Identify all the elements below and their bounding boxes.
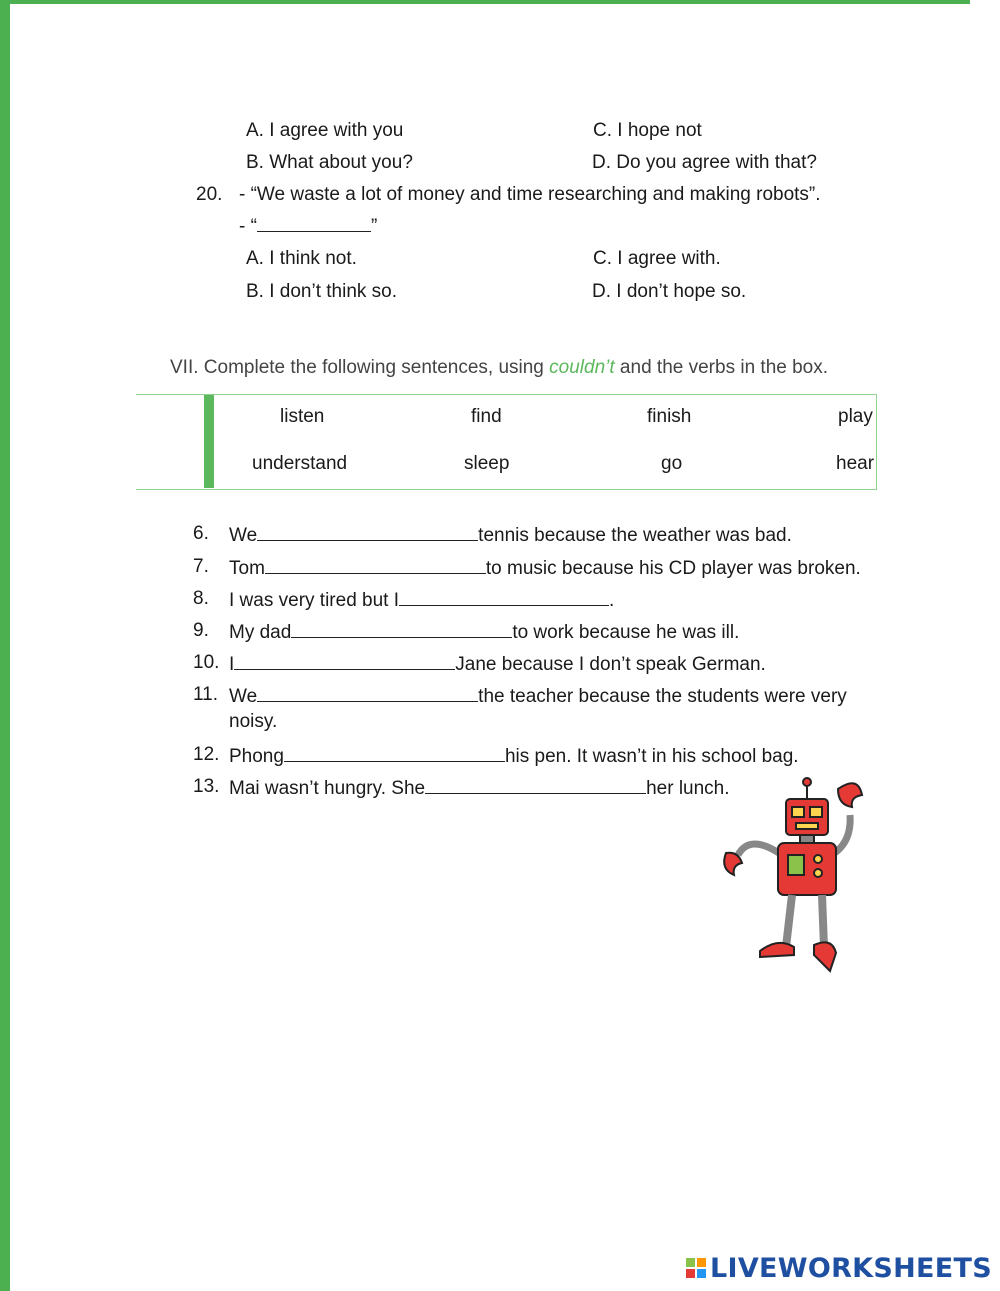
word-go: go <box>661 453 683 474</box>
sentence-text: We <box>229 525 258 546</box>
word-hear: hear <box>836 453 875 474</box>
sentence-text: to music because his CD player was broken. <box>485 558 861 579</box>
q20-option-d: D. I don’t hope so. <box>592 281 747 302</box>
logo-tiles-icon <box>686 1258 706 1278</box>
sentence-text: . <box>609 590 615 611</box>
q19-option-c: C. I hope not <box>593 120 702 141</box>
q19-option-a: A. I agree with you <box>246 120 404 141</box>
q20-prompt: - “We waste a lot of money and time researching and making robots”. <box>239 184 821 205</box>
word-understand: understand <box>252 453 348 474</box>
word-sleep: sleep <box>464 453 510 474</box>
sentence-10 <box>229 651 766 677</box>
q20-option-a: A. I think not. <box>246 248 357 269</box>
sentence-number: 10. <box>193 652 220 673</box>
sentence-number: 13. <box>193 776 220 797</box>
word-box <box>136 394 877 490</box>
sentence-number: 6. <box>193 523 209 544</box>
sentence-text: My dad <box>229 622 292 643</box>
section-heading <box>170 356 828 380</box>
q20-option-b: B. I don’t think so. <box>246 281 398 302</box>
sentence-text: I was very tired but I <box>229 590 400 611</box>
answer-blank-10[interactable] <box>234 651 455 670</box>
q20-reply-close: ” <box>370 216 378 237</box>
q20-reply-open: - “ <box>239 216 257 237</box>
answer-blank-7[interactable] <box>265 555 486 574</box>
q19-option-d: D. Do you agree with that? <box>592 152 817 173</box>
sentence-text: Tom <box>229 558 265 579</box>
answer-blank-12[interactable] <box>284 743 505 762</box>
q20-reply <box>239 213 377 239</box>
answer-blank-11[interactable] <box>257 683 478 702</box>
word-play: play <box>838 406 873 427</box>
robot-illustration <box>720 775 880 980</box>
liveworksheets-logo[interactable] <box>686 1253 992 1283</box>
q20-option-c: C. I agree with. <box>593 248 721 269</box>
sentence-number: 12. <box>193 744 220 765</box>
section-heading-emphasis: couldn’t <box>549 357 615 378</box>
sentence-6 <box>229 522 792 548</box>
word-find: find <box>471 406 502 427</box>
answer-blank-13[interactable] <box>425 775 646 794</box>
word-finish: finish <box>647 406 692 427</box>
word-listen: listen <box>280 406 325 427</box>
sentence-number: 7. <box>193 556 209 577</box>
sentence-text: Phong <box>229 746 284 767</box>
sentence-13 <box>229 775 730 801</box>
sentence-text: Mai wasn’t hungry. She <box>229 778 426 799</box>
sentence-text: I <box>229 654 235 675</box>
sentence-12 <box>229 743 799 769</box>
sentence-9 <box>229 619 739 645</box>
sentence-number: 9. <box>193 620 209 641</box>
answer-blank-8[interactable] <box>399 587 609 606</box>
answer-blank-6[interactable] <box>257 522 478 541</box>
sentence-text: to work because he was ill. <box>512 622 740 643</box>
sentence-text: his pen. It wasn’t in his school bag. <box>504 746 799 767</box>
section-heading-suffix: and the verbs in the box. <box>614 357 829 378</box>
logo-text: LIVEWORKSHEETS <box>709 1252 992 1284</box>
sentence-text: Jane because I don’t speak German. <box>455 654 766 675</box>
sentence-11 <box>229 683 847 709</box>
sentence-text: the teacher because the students were very <box>478 686 847 707</box>
sentence-number: 8. <box>193 588 209 609</box>
sentence-number: 11. <box>193 684 219 705</box>
top-accent-bar <box>0 0 970 4</box>
q20-answer-blank[interactable] <box>257 213 371 232</box>
answer-blank-9[interactable] <box>291 619 512 638</box>
q20-number: 20. <box>196 184 223 205</box>
sentence-text: tennis because the weather was bad. <box>478 525 792 546</box>
sentence-7 <box>229 555 861 581</box>
left-accent-bar <box>0 0 10 1291</box>
sentence-text: We <box>229 686 258 707</box>
sentence-8 <box>229 587 614 613</box>
word-box-accent <box>204 395 214 488</box>
sentence-text: her lunch. <box>646 778 730 799</box>
q19-option-b: B. What about you? <box>246 152 413 173</box>
sentence-11-continuation: noisy. <box>229 711 278 732</box>
section-heading-prefix: VII. Complete the following sentences, using <box>170 357 550 378</box>
